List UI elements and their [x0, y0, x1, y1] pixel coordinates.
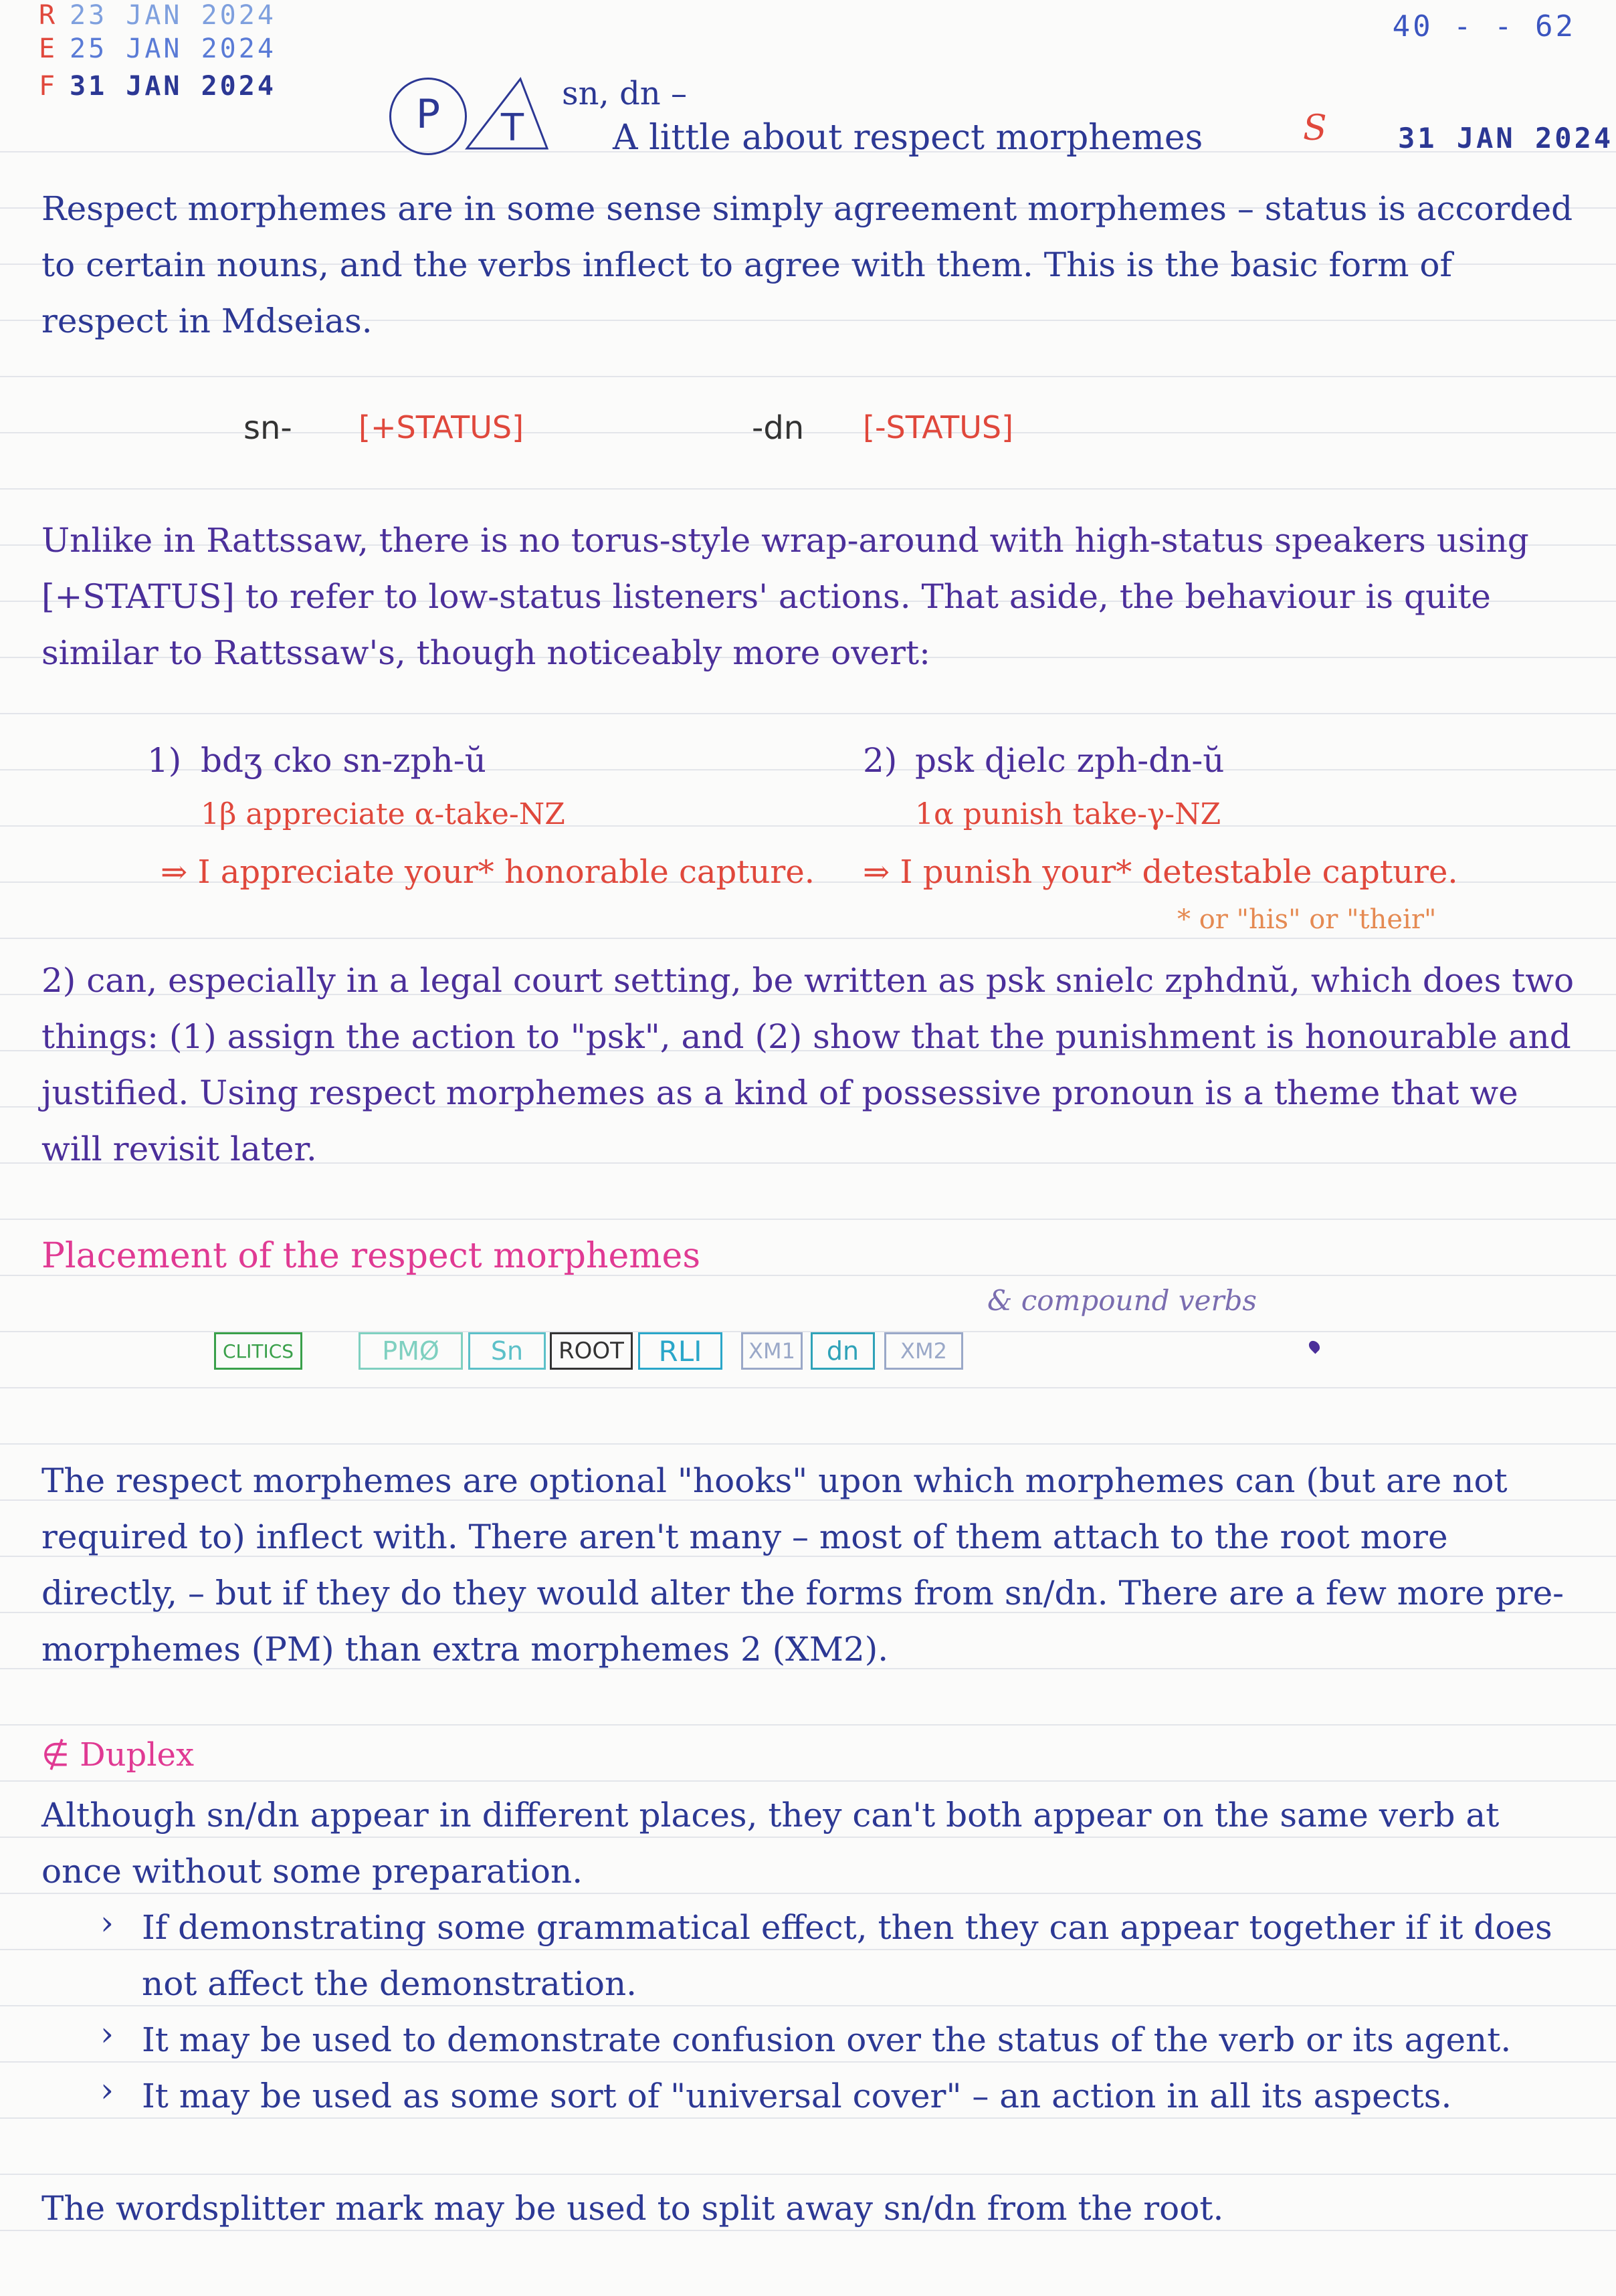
closing-line: The wordsplitter mark may be used to split away sn/dn from the root. [41, 2189, 1224, 2228]
footnote: * or "his" or "their" [1177, 904, 1437, 935]
example-translation: ⇒ I appreciate your* honorable capture. [161, 853, 815, 891]
slot-dn: dn [811, 1332, 875, 1370]
intro-paragraph: Respect morphemes are in some sense simply agreement morphemes – status is accorded to certain nouns, and the verbs inflect to agree with them. This is the basic form of respect in Mdseias. [41, 189, 1573, 340]
slot-rli: RLI [638, 1332, 722, 1370]
sn-form: sn- [243, 409, 292, 447]
placement-heading: Placement of the respect morphemes [41, 1236, 701, 1276]
list-item: If demonstrating some grammatical effect, then they can appear together if it does not affect the demonstration. [142, 1908, 1552, 2003]
page-title: A little about respect morphemes [613, 118, 1203, 158]
example-gloss: 1β appreciate α-take-NZ [201, 797, 565, 831]
example-line: psk ɖielc zph-dn-ŭ [915, 741, 1225, 780]
side-mark: S [1303, 108, 1327, 148]
sn-gloss: [+STATUS] [359, 409, 524, 445]
circle-p-icon: P [389, 78, 467, 155]
stamp-final-date: 31 JAN 2024 [70, 71, 276, 102]
slot-sn: Sn [468, 1332, 546, 1370]
duplex-heading: ∉ Duplex [41, 1736, 195, 1774]
header-topic: sn, dn – [562, 75, 687, 112]
example-translation: ⇒ I punish your* detestable capture. [863, 853, 1458, 891]
page-number: 40 - - 62 [1392, 9, 1576, 43]
unlike-paragraph: Unlike in Rattssaw, there is no torus-style wrap-around with high-status speakers using [+STATUS] to refer to low-status listeners' actions. That aside, the behaviour is quite similar to Rattssaw's, though noticeably more overt: [41, 521, 1529, 672]
page-date-stamp: 31 JAN 2024 [1398, 122, 1614, 154]
stamp-letter-f: F [39, 71, 58, 102]
slot-pm0: PMØ [359, 1332, 463, 1370]
example-number: 2) [863, 741, 898, 780]
chevron-right-icon: › [100, 1903, 114, 1942]
hooks-paragraph: The respect morphemes are optional "hooks" upon which morphemes can (but are not required to) inflect with. There aren't many – most of them attach to the root more directly, – but if they do they would alter the forms from sn/dn. There are a few more pre-morphemes (PM) than extra morphemes 2 (XM2). [41, 1461, 1564, 1669]
legal-paragraph: 2) can, especially in a legal court setting, be written as psk snielc zphdnŭ, which does two things: (1) assign the action to "psk", and (2) show that the punishment is honourable and justified. Using respect morphemes as a kind of possessive pronoun is a theme that we will revisit later. [41, 961, 1575, 1168]
stamp-letter-r: R [39, 0, 58, 31]
compound-verbs-note: & compound verbs [987, 1284, 1257, 1317]
slot-xm2: XM2 [884, 1332, 963, 1370]
list-item: It may be used as some sort of "universal cover" – an action in all its aspects. [142, 2077, 1452, 2115]
example-line: bdʒ cko sn-zph-ŭ [201, 741, 486, 780]
slot-root: ROOT [550, 1332, 633, 1370]
example-gloss: 1α punish take-γ-NZ [915, 797, 1221, 831]
dn-gloss: [-STATUS] [863, 409, 1014, 445]
triangle-t-icon [460, 74, 554, 154]
chevron-right-icon: › [100, 2014, 114, 2053]
stamp-received-date: 23 JAN 2024 [70, 0, 276, 31]
list-item: It may be used to demonstrate confusion over the status of the verb or its agent. [142, 2020, 1512, 2059]
stamp-letter-e: E [39, 33, 58, 64]
slot-xm1: XM1 [741, 1332, 803, 1370]
chevron-right-icon: › [100, 2071, 114, 2109]
dn-form: -dn [752, 409, 805, 447]
no-entry-icon: ∉ [41, 1736, 80, 1774]
slot-clitics: CLITICS [214, 1332, 302, 1370]
stamp-edited-date: 25 JAN 2024 [70, 33, 276, 64]
example-number: 1) [147, 741, 182, 780]
duplex-intro: Although sn/dn appear in different places, they can't both appear on the same verb at once without some preparation. [41, 1796, 1500, 1891]
ink-blot [1307, 1339, 1322, 1354]
svg-text:T: T [500, 106, 524, 150]
